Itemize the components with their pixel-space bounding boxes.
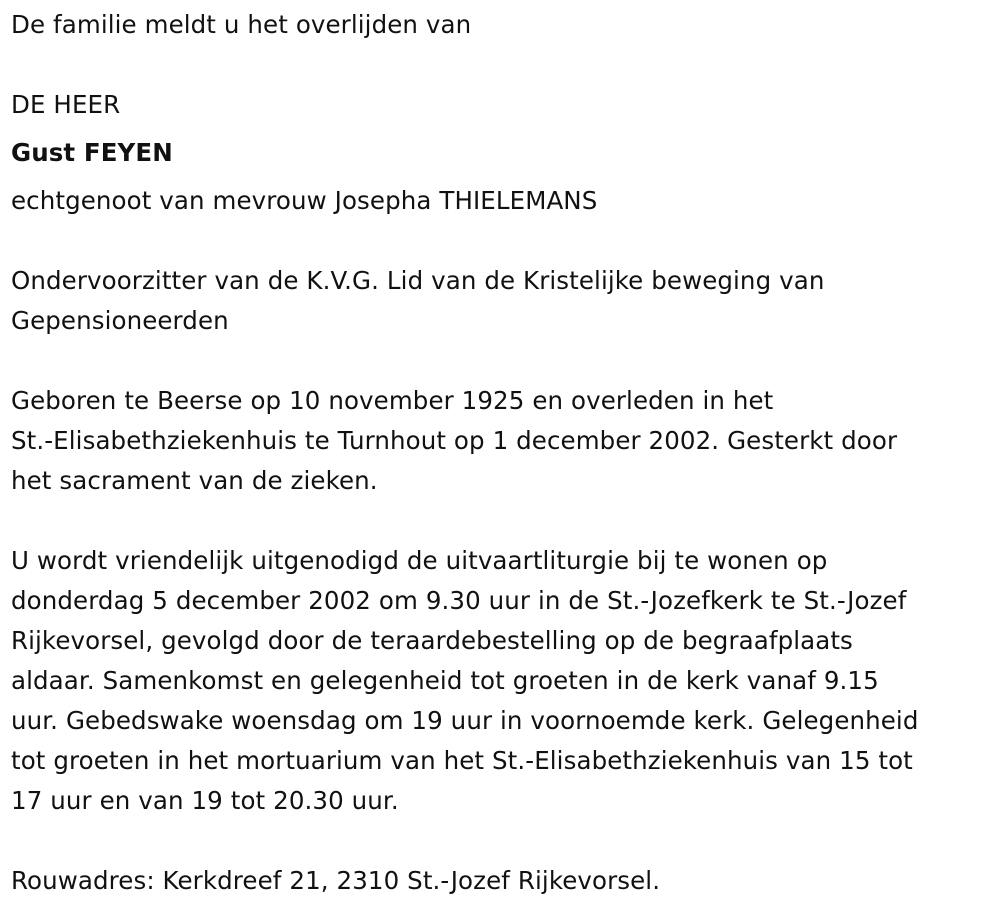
funeral-line: 17 uur en van 19 tot 20.30 uur. bbox=[11, 786, 399, 815]
roles-line: Gepensioneerden bbox=[11, 306, 229, 335]
funeral-line: uur. Gebedswake woensdag om 19 uur in voornoemde kerk. Gelegenheid bbox=[11, 706, 919, 735]
funeral-line: Rijkevorsel, gevolgd door de teraardebestelling op de begraafplaats bbox=[11, 626, 853, 655]
honorific: DE HEER bbox=[11, 90, 121, 119]
funeral-line: donderdag 5 december 2002 om 9.30 uur in de St.-Jozefkerk te St.-Jozef bbox=[11, 586, 907, 615]
birth-death-line: St.-Elisabethziekenhuis te Turnhout op 1 december 2002. Gesterkt door bbox=[11, 426, 898, 455]
spouse-text: echtgenoot van mevrouw Josepha THIELEMANS bbox=[11, 186, 598, 215]
funeral-line: aldaar. Samenkomst en gelegenheid tot groeten in de kerk vanaf 9.15 bbox=[11, 666, 879, 695]
birth-death-line: het sacrament van de zieken. bbox=[11, 466, 378, 495]
intro-text: De familie meldt u het overlijden van bbox=[11, 10, 472, 39]
birth-death-line: Geboren te Beerse op 10 november 1925 en overleden in het bbox=[11, 386, 774, 415]
roles-line: Ondervoorzitter van de K.V.G. Lid van de Kristelijke beweging van bbox=[11, 266, 825, 295]
deceased-name: Gust FEYEN bbox=[11, 138, 173, 167]
funeral-line: U wordt vriendelijk uitgenodigd de uitvaartliturgie bij te wonen op bbox=[11, 546, 828, 575]
mourning-address: Rouwadres: Kerkdreef 21, 2310 St.-Jozef Rijkevorsel. bbox=[11, 866, 661, 895]
funeral-line: tot groeten in het mortuarium van het St.-Elisabethziekenhuis van 15 tot bbox=[11, 746, 913, 775]
